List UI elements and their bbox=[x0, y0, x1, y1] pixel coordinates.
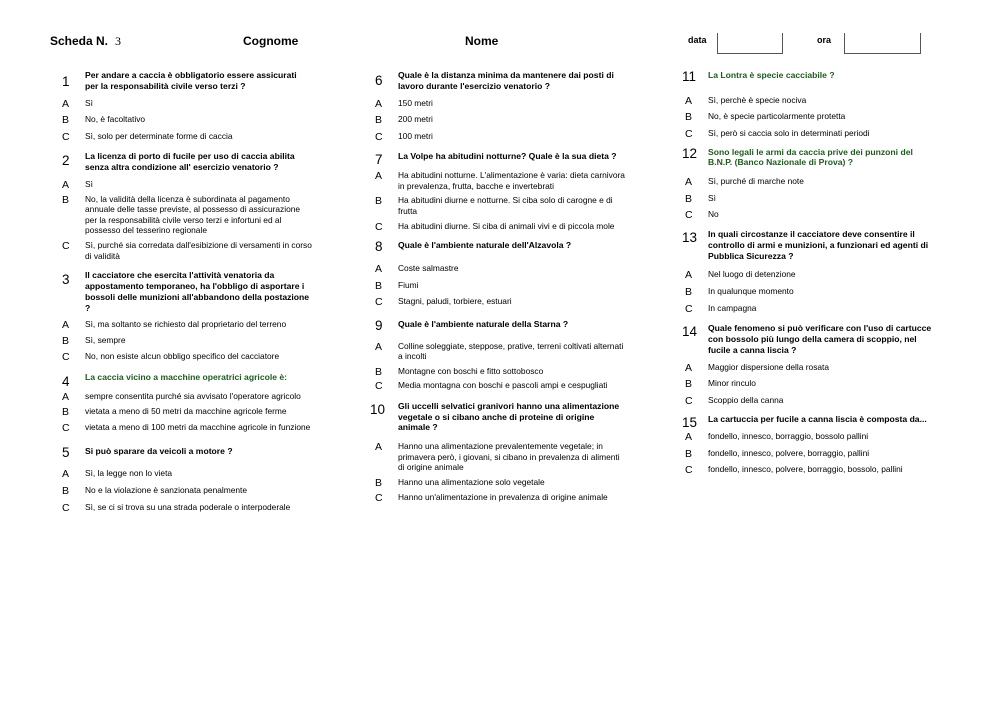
question-15 bbox=[682, 414, 935, 431]
answer-text: Coste salmastre bbox=[398, 262, 459, 273]
questions-column-1 bbox=[62, 70, 312, 512]
answer-letter: C bbox=[685, 464, 693, 477]
question-number: 12 bbox=[682, 145, 698, 161]
answer-2c[interactable] bbox=[62, 240, 312, 261]
answer-letter: B bbox=[375, 477, 383, 490]
answer-15c[interactable] bbox=[685, 464, 935, 475]
answer-7c[interactable] bbox=[375, 221, 625, 232]
answer-letter: C bbox=[375, 491, 383, 504]
ora-field[interactable] bbox=[844, 33, 921, 54]
answer-text: No, la validità della licenza è subordinata al pagamento annuale delle tasse previste, al possesso di assicurazione per la responsabilità civile verso terzi e infortuni ed al possesso del tesserino regionale bbox=[85, 193, 301, 236]
answer-letter: A bbox=[685, 361, 693, 374]
question-text: La licenza di porto di fucile per uso di caccia abilita senza altra condizione all' esercizio venatorio ? bbox=[85, 151, 295, 173]
answer-14a[interactable] bbox=[685, 362, 935, 373]
questions-column-3 bbox=[682, 69, 935, 477]
answer-letter: C bbox=[62, 130, 70, 143]
answer-letter: A bbox=[375, 97, 383, 110]
answer-text: vietata a meno di 100 metri da macchine agricole in funzione bbox=[85, 422, 311, 433]
question-number: 13 bbox=[682, 229, 698, 245]
question-13 bbox=[682, 228, 935, 261]
answer-letter: C bbox=[375, 220, 383, 233]
answer-letter: A bbox=[685, 269, 693, 282]
answer-letter: B bbox=[62, 406, 70, 419]
answer-14c[interactable] bbox=[685, 395, 935, 406]
question-number: 1 bbox=[62, 74, 70, 89]
answer-text: sempre consentita purché sia avvisato l'operatore agricolo bbox=[85, 390, 301, 401]
answer-letter: C bbox=[62, 239, 70, 252]
question-text: In quali circostanze il cacciatore deve consentire il controllo di armi e munizioni, a funzionari ed agenti di Pubblica Sicurezza ? bbox=[708, 228, 929, 261]
question-number: 7 bbox=[375, 152, 383, 168]
answer-text: In campagna bbox=[708, 302, 757, 313]
answer-7b[interactable] bbox=[375, 195, 625, 216]
answer-text: Scoppio della canna bbox=[708, 394, 784, 405]
question-text: Per andare a caccia è obbligatorio essere assicurati per la responsabilità civile verso terzi ? bbox=[85, 70, 297, 91]
answer-text: fondello, innesco, borraggio, bossolo pallini bbox=[708, 431, 869, 442]
answer-3a[interactable] bbox=[62, 319, 312, 330]
answer-letter: B bbox=[685, 447, 693, 460]
question-number: 5 bbox=[62, 444, 70, 460]
nome-label: Nome bbox=[465, 34, 499, 48]
answer-9c[interactable] bbox=[375, 380, 625, 391]
question-text: Si può sparare da veicoli a motore ? bbox=[85, 445, 233, 456]
question-9 bbox=[375, 317, 625, 333]
answer-text: Sì, ma soltanto se richiesto dal proprietario del terreno bbox=[85, 319, 287, 330]
answer-text: Sì bbox=[708, 192, 716, 203]
answer-8a[interactable] bbox=[375, 263, 625, 274]
answer-letter: A bbox=[685, 176, 693, 189]
answer-letter: A bbox=[62, 468, 70, 481]
answer-letter: A bbox=[62, 319, 70, 332]
question-1 bbox=[62, 70, 312, 92]
answer-letter: A bbox=[375, 340, 383, 353]
question-number: 8 bbox=[375, 239, 383, 255]
question-3 bbox=[62, 270, 312, 313]
answer-10c[interactable] bbox=[375, 492, 625, 503]
answer-letter: A bbox=[62, 390, 70, 403]
scheda-number: 3 bbox=[115, 34, 121, 48]
answer-text: Sì bbox=[85, 97, 93, 108]
answer-13a[interactable] bbox=[685, 269, 935, 280]
answer-1c[interactable] bbox=[62, 131, 312, 142]
answer-text: fondello, innesco, polvere, borraggio, bossolo, pallini bbox=[708, 464, 903, 475]
answer-text: 150 metri bbox=[398, 97, 433, 108]
answer-5a[interactable] bbox=[62, 468, 312, 479]
answer-letter: C bbox=[62, 350, 70, 363]
answer-letter: B bbox=[375, 114, 383, 127]
cognome-label: Cognome bbox=[243, 34, 299, 48]
answer-letter: B bbox=[375, 195, 383, 208]
answer-text: Sì, però si caccia solo in determinati periodi bbox=[708, 127, 870, 138]
question-6 bbox=[375, 70, 625, 92]
answer-text: Colline soleggiate, steppose, prative, terreni coltivati alternati a incolti bbox=[398, 340, 624, 362]
answer-letter: B bbox=[62, 114, 70, 127]
question-number: 9 bbox=[375, 317, 383, 333]
answer-15b[interactable] bbox=[685, 448, 935, 459]
answer-14b[interactable] bbox=[685, 378, 935, 389]
answer-text: No, è specie particolarmente protetta bbox=[708, 111, 846, 122]
ora-label: ora bbox=[817, 35, 832, 45]
answer-text: Sì bbox=[85, 178, 93, 189]
answer-13b[interactable] bbox=[685, 286, 935, 297]
question-10 bbox=[370, 400, 625, 433]
answer-10b[interactable] bbox=[375, 477, 625, 488]
question-12 bbox=[682, 145, 935, 169]
answer-4b[interactable] bbox=[62, 406, 312, 417]
question-text: Quale è l'ambiente naturale della Starna ? bbox=[398, 318, 569, 329]
answer-letter: B bbox=[685, 285, 693, 298]
question-text: La cartuccia per fucile a canna liscia è composta da... bbox=[708, 414, 927, 425]
answer-letter: B bbox=[62, 193, 70, 206]
question-5 bbox=[62, 444, 312, 460]
question-4 bbox=[62, 372, 312, 390]
question-number: 10 bbox=[370, 401, 386, 417]
answer-letter: A bbox=[375, 441, 383, 454]
answer-8c[interactable] bbox=[375, 296, 625, 307]
answer-6c[interactable] bbox=[375, 131, 625, 142]
answer-letter: C bbox=[375, 380, 383, 393]
answer-15a[interactable] bbox=[685, 431, 935, 442]
answer-letter: B bbox=[685, 378, 693, 391]
answer-text: vietata a meno di 50 metri da macchine agricole ferme bbox=[85, 406, 287, 417]
answer-letter: B bbox=[375, 279, 383, 292]
answer-3b[interactable] bbox=[62, 335, 312, 346]
question-2 bbox=[62, 151, 312, 173]
answer-9a[interactable] bbox=[375, 341, 625, 362]
answer-7a[interactable] bbox=[375, 170, 625, 191]
answer-text: Hanno una alimentazione prevalentemente vegetale; in primavera però, i giovani, si cibano in prevalenza di alimenti di origine animale bbox=[398, 441, 620, 473]
answer-12b[interactable] bbox=[685, 193, 935, 204]
question-text: Quale è l'ambiente naturale dell'Alzavola ? bbox=[398, 240, 572, 251]
question-text: La Volpe ha abitudini notturne? Quale è la sua dieta ? bbox=[398, 151, 617, 162]
answer-11a[interactable] bbox=[685, 95, 935, 106]
answer-6a[interactable] bbox=[375, 98, 625, 109]
answer-text: 200 metri bbox=[398, 114, 433, 125]
answer-letter: C bbox=[375, 130, 383, 143]
answer-text: Sì, sempre bbox=[85, 334, 126, 345]
question-8 bbox=[375, 239, 625, 255]
question-text: Sono legali le armi da caccia prive dei punzoni del B.N.P. (Banco Nazionale di Prova) ? bbox=[708, 146, 913, 168]
question-text: Quale fenomeno si può verificare con l'uso di cartucce con bossolo più lungo della camera di scoppio, nel fucile a canna liscia ? bbox=[708, 323, 932, 355]
answer-text: No bbox=[708, 209, 719, 220]
answer-letter: C bbox=[685, 127, 693, 140]
answer-text: Sì, la legge non lo vieta bbox=[85, 468, 173, 479]
answer-text: Ha abitudini diurne e notturne. Si ciba solo di carogne e di frutta bbox=[398, 195, 613, 216]
answer-text: Fiumi bbox=[398, 279, 419, 290]
question-14 bbox=[682, 323, 935, 355]
answer-4c[interactable] bbox=[62, 422, 312, 433]
question-text: La caccia vicino a macchine operatrici agricole è: bbox=[85, 372, 288, 383]
answer-text: No, è facoltativo bbox=[85, 114, 146, 125]
answer-letter: C bbox=[685, 209, 693, 222]
question-number: 3 bbox=[62, 272, 70, 288]
answer-1a[interactable] bbox=[62, 98, 312, 109]
answer-5b[interactable] bbox=[62, 485, 312, 496]
data-label: data bbox=[688, 35, 707, 45]
answer-4a[interactable] bbox=[62, 391, 312, 402]
answer-letter: A bbox=[685, 431, 693, 444]
answer-10a[interactable] bbox=[375, 441, 625, 473]
answer-letter: A bbox=[375, 262, 383, 275]
answer-text: Nel luogo di detenzione bbox=[708, 269, 796, 280]
question-number: 14 bbox=[682, 324, 698, 340]
answer-11b[interactable] bbox=[685, 111, 935, 122]
answer-3c[interactable] bbox=[62, 351, 312, 362]
answer-11c[interactable] bbox=[685, 128, 935, 139]
answer-1b[interactable] bbox=[62, 114, 312, 125]
answer-letter: B bbox=[685, 192, 693, 205]
answer-2a[interactable] bbox=[62, 179, 312, 190]
answer-13c[interactable] bbox=[685, 303, 935, 314]
question-text: Quale è la distanza minima da mantenere dai posti di lavoro durante l'esercizio venatorio ? bbox=[398, 70, 614, 91]
answer-text: Stagni, paludi, torbiere, estuari bbox=[398, 296, 512, 307]
answer-5c[interactable] bbox=[62, 502, 312, 513]
question-number: 4 bbox=[62, 374, 70, 390]
answer-text: Sì, perchè è specie nociva bbox=[708, 94, 807, 105]
answer-letter: A bbox=[685, 94, 693, 107]
questions-column-2 bbox=[370, 70, 625, 504]
answer-text: Minor rinculo bbox=[708, 378, 756, 389]
question-number: 15 bbox=[682, 415, 698, 431]
answer-text: Sì, purché sia corredata dall'esibizione di versamenti in corso di validità bbox=[85, 239, 312, 261]
question-11 bbox=[682, 69, 935, 84]
answer-9b[interactable] bbox=[375, 366, 625, 377]
question-text: La Lontra è specie cacciabile ? bbox=[708, 70, 835, 80]
answer-letter: B bbox=[62, 485, 70, 498]
answer-letter: C bbox=[685, 302, 693, 315]
question-number: 6 bbox=[375, 73, 383, 88]
answer-letter: A bbox=[62, 178, 70, 191]
answer-letter: A bbox=[62, 97, 70, 110]
answer-6b[interactable] bbox=[375, 114, 625, 125]
answer-text: Hanno una alimentazione solo vegetale bbox=[398, 477, 545, 488]
answer-text: Sì, se ci si trova su una strada poderale o interpoderale bbox=[85, 501, 291, 512]
answer-12c[interactable] bbox=[685, 209, 935, 220]
answer-12a[interactable] bbox=[685, 176, 935, 187]
answer-letter: A bbox=[375, 170, 383, 183]
answer-text: Montagne con boschi e fitto sottobosco bbox=[398, 365, 544, 376]
answer-text: In qualunque momento bbox=[708, 285, 794, 296]
answer-letter: C bbox=[685, 394, 693, 407]
question-text: Il cacciatore che esercita l'attività venatoria da appostamento temporaneo, ha l'obbligo di asportare i bossoli delle munizioni all'abbandono della postazione ? bbox=[85, 270, 310, 313]
answer-letter: C bbox=[62, 501, 70, 514]
question-7 bbox=[375, 151, 625, 168]
scheda-label: Scheda N. bbox=[50, 34, 109, 48]
answer-text: 100 metri bbox=[398, 130, 433, 141]
answer-letter: B bbox=[685, 111, 693, 124]
answer-text: Sì, solo per determinate forme di caccia bbox=[85, 130, 233, 141]
answer-text: Ha abitudini diurne. Si ciba di animali vivi e di piccola mole bbox=[398, 220, 615, 231]
question-text: Gli uccelli selvatici granivori hanno una alimentazione vegetale o si cibano anche di proteine di origine animale ? bbox=[398, 400, 620, 433]
question-number: 2 bbox=[62, 153, 70, 169]
answer-letter: C bbox=[62, 422, 70, 435]
answer-letter: B bbox=[375, 365, 383, 378]
answer-text: Sì, purché di marche note bbox=[708, 176, 804, 187]
answer-text: Ha abitudini notturne. L'alimentazione è varia: dieta carnivora in prevalenza, frutta, bacche e invertebrati bbox=[398, 170, 625, 191]
question-number: 11 bbox=[682, 69, 697, 84]
answer-text: No, non esiste alcun obbligo specifico del cacciatore bbox=[85, 350, 280, 361]
answer-letter: B bbox=[62, 334, 70, 347]
answer-letter: C bbox=[375, 296, 383, 309]
answer-text: fondello, innesco, polvere, borraggio, pallini bbox=[708, 447, 870, 458]
answer-8b[interactable] bbox=[375, 280, 625, 291]
data-field[interactable] bbox=[717, 33, 783, 54]
answer-2b[interactable] bbox=[62, 194, 312, 236]
answer-text: Maggior dispersione della rosata bbox=[708, 361, 830, 372]
answer-text: No e la violazione è sanzionata penalmente bbox=[85, 485, 248, 496]
answer-text: Media montagna con boschi e pascoli ampi e cespugliati bbox=[398, 380, 608, 391]
answer-text: Hanno un'alimentazione in prevalenza di origine animale bbox=[398, 491, 608, 502]
